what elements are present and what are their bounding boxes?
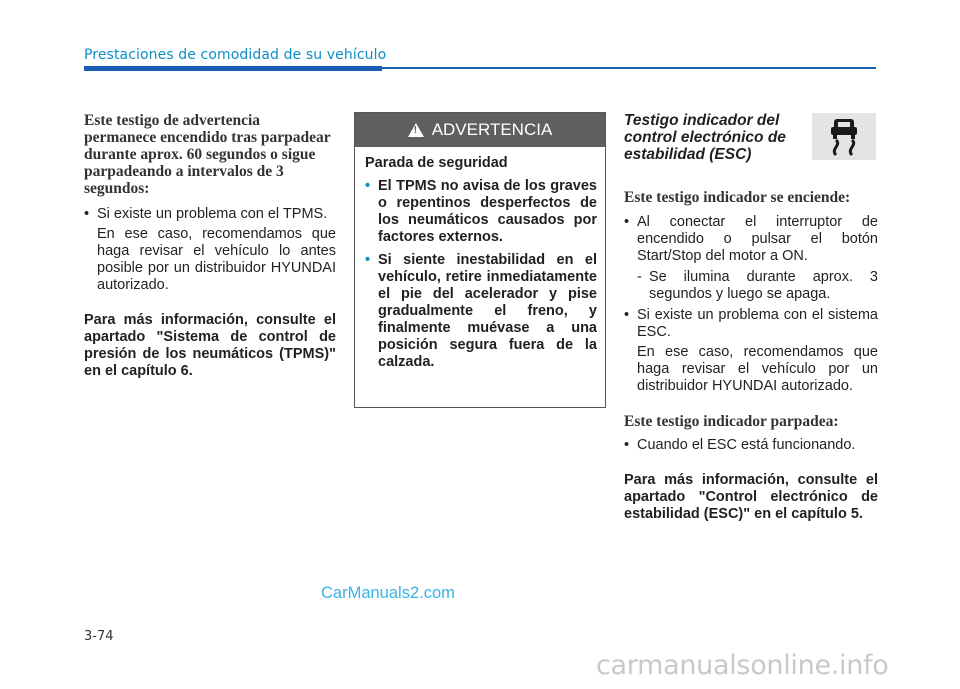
- warning-body: [355, 147, 605, 371]
- tpms-reference-note: Para más información, consulte el apartado "Sistema de control de presión de los neumáticos (TPMS)" en el capítulo 6.: [84, 312, 336, 379]
- list-item: • Cuando el ESC está funcionando.: [624, 437, 878, 454]
- list-item: • Si existe un problema con el sistema ESC.: [624, 307, 878, 341]
- list-item: • Si existe un problema con el TPMS.: [84, 206, 336, 223]
- esc-blink-heading: Este testigo indicador parpadea:: [624, 413, 839, 430]
- warning-box: [354, 112, 606, 408]
- tpms-heading: Este testigo de advertencia permanece encendido tras parpadear durante aprox. 60 segundos o sigue parpadeando a intervalos de 3 segundos:: [84, 112, 331, 197]
- warning-subtitle: Parada de seguridad: [365, 155, 508, 171]
- watermark-carmanuals2: CarManuals2.com: [321, 584, 455, 602]
- tpms-column: [84, 112, 336, 380]
- watermark-carmanualsonline: carmanualsonline.info: [596, 650, 889, 681]
- list-item: • Si siente inestabilidad en el vehículo, retire inmediatamente el pie del acelerador y pise gradualmente el freno, y finalmente muévase a una posición segura fuera de la calzada.: [365, 252, 597, 371]
- page-number: 3-74: [84, 629, 114, 644]
- section-title: Prestaciones de comodidad de su vehículo: [84, 47, 387, 63]
- esc-title: Testigo indicador del control electrónico de estabilidad (ESC): [624, 112, 786, 163]
- esc-skid-car-icon: [812, 113, 876, 160]
- warning-title: ADVERTENCIA: [431, 120, 553, 139]
- dash-marker: -: [637, 269, 642, 285]
- esc-on-heading: Este testigo indicador se enciende:: [624, 189, 851, 206]
- header-bar: [84, 66, 382, 71]
- warning-header: [355, 113, 605, 147]
- list-item: • El TPMS no avisa de los graves o repentinos desperfectos de los neumáticos causados por factores externos.: [365, 178, 597, 246]
- warning-triangle-icon: !: [408, 123, 424, 137]
- esc-detail: En ese caso, recomendamos que haga revisar el vehículo por un distribuidor HYUNDAI autorizado.: [637, 344, 878, 394]
- header-rule: [382, 67, 876, 69]
- esc-reference-note: Para más información, consulte el apartado "Control electrónico de estabilidad (ESC)" en el capítulo 5.: [624, 472, 878, 522]
- list-subitem: [624, 269, 878, 303]
- list-item: • Al conectar el interruptor de encendido o pulsar el botón Start/Stop del motor a ON.: [624, 214, 878, 265]
- tpms-detail: En ese caso, recomendamos que haga revisar el vehículo lo antes posible por un distribuidor HYUNDAI autorizado.: [97, 226, 336, 293]
- esc-column: [624, 112, 878, 523]
- subitem-text: Se ilumina durante aprox. 3 segundos y luego se apaga.: [649, 269, 878, 302]
